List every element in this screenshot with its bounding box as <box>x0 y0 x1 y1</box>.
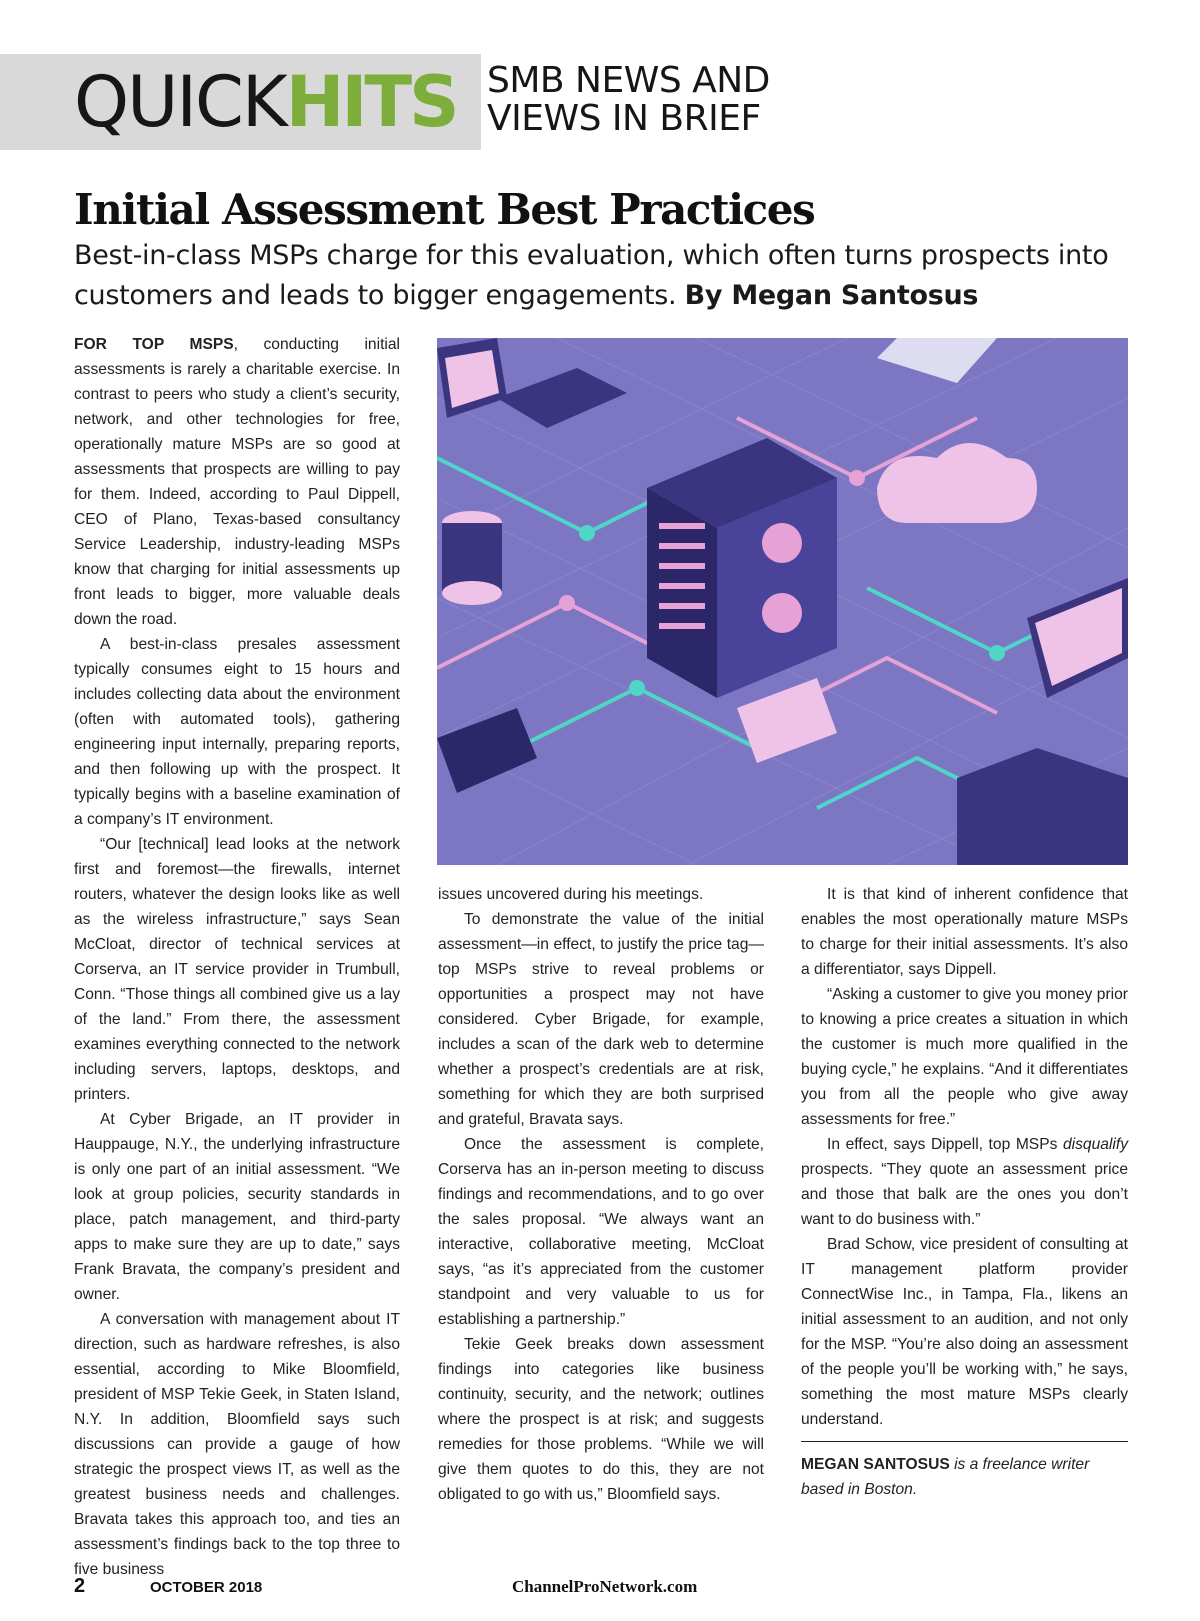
bio-divider <box>801 1441 1128 1442</box>
website-url: ChannelProNetwork.com <box>512 1577 698 1596</box>
article-paragraph: Once the assessment is complete, Corserva has an in-person meeting to discuss findings and recommendations, and to go over the sales proposal. “We always want an interactive, collaborative meeting, McCloat says, “as it’s appreciated from the customer standpoint and very valuable to us for establishing a partnership.” <box>438 1136 764 1328</box>
article-paragraph: In effect, says Dippell, top MSPs disqualify prospects. “They quote an assessment price and those that balk are the ones you don’t want to do business with.” <box>801 1136 1128 1228</box>
author-bio: MEGAN SANTOSUS is a freelance writer based in Boston. <box>801 1456 1090 1498</box>
section-brand-logo <box>74 62 457 142</box>
page-number: 2 <box>74 1575 86 1597</box>
deck-text: Best-in-class MSPs charge for this evaluation, which often turns prospects into customers and leads to bigger engagements. <box>74 240 1109 311</box>
bio-author-name: MEGAN SANTOSUS <box>801 1456 950 1473</box>
lead-in: FOR TOP MSPS <box>74 336 234 353</box>
emphasis-disqualify: disqualify <box>1062 1136 1128 1153</box>
article-paragraph: To demonstrate the value of the initial assessment—in effect, to justify the price tag—top MSPs strive to reveal problems or opportunities a prospect may not have considered. Cyber Brigade, for example, includes a scan of the dark web to determine whether a prospect’s credentials are at risk, something for which they are both surprised and grateful, Bravata says. <box>438 911 764 1128</box>
article-paragraph: Brad Schow, vice president of consulting at IT management platform provider ConnectWise Inc., in Tampa, Fla., likens an initial assessment to an audition, and not only for the MSP. “You’re also doing an assessment of the people you’ll be working with,” he says, something the most mature MSPs clearly understand. <box>801 1236 1128 1428</box>
section-tagline <box>487 62 770 138</box>
tagline-line-2: VIEWS IN BRIEF <box>487 98 761 139</box>
article-paragraph: A best-in-class presales assessment typically consumes eight to 15 hours and includes collecting data about the environment (often with automated tools), gathering engineering input internally, preparing reports, and then following up with the prospect. It typically begins with a baseline examination of a company’s IT environment. <box>74 636 400 828</box>
article-paragraph: It is that kind of inherent confidence that enables the most operationally mature MSPs to charge for their initial assessments. It’s also a differentiator, says Dippell. <box>801 886 1128 978</box>
article-column-1 <box>74 332 400 1582</box>
byline: By Megan Santosus <box>684 280 979 311</box>
article-deck <box>74 236 1134 316</box>
article-paragraph: Tekie Geek breaks down assessment findings into categories like business continuity, security, and the network; outlines where the prospect is at risk; and suggests remedies for those problems. “While we will give them quotes to do this, they are not obligated to go with us,” Bloomfield says. <box>438 1336 764 1503</box>
tagline-line-1: SMB NEWS AND <box>487 60 770 101</box>
article-paragraph: At Cyber Brigade, an IT provider in Hauppauge, N.Y., the underlying infrastructure is only one part of an initial assessment. “We look at group policies, security standards in place, patch management, and third-party apps to make sure they are up to date,” says Frank Bravata, the company’s president and owner. <box>74 1111 400 1303</box>
article-paragraph: issues uncovered during his meetings. <box>438 886 704 903</box>
isometric-network-art <box>437 338 1128 865</box>
article-paragraph: A conversation with management about IT direction, such as hardware refreshes, is also essential, according to Mike Bloomfield, president of MSP Tekie Geek, in Staten Island, N.Y. In addition, Bloomfield says such discussions can provide a gauge of how strategic the prospect views IT, as well as the greatest business needs and challenges. Bravata takes this approach too, and ties an assessment’s findings back to the top three to five business <box>74 1311 400 1578</box>
article-paragraph: FOR TOP MSPS, conducting initial assessments is rarely a charitable exercise. In contrast to peers who study a client’s security, network, and other technologies for free, operationally mature MSPs are so good at assessments that prospects are willing to pay for them. Indeed, according to Paul Dippell, CEO of Plano, Texas-based consultancy Service Leadership, industry-leading MSPs know that charging for initial assessments up front leads to bigger, more valuable deals down the road. <box>74 336 400 628</box>
article-column-2 <box>438 882 764 1507</box>
article-paragraph: “Asking a customer to give you money prior to knowing a price creates a situation in which the customer is much more qualified in the buying cycle,” he explains. “And it differentiates you from all the people who give away assessments for free.” <box>801 986 1128 1128</box>
brand-hits: HITS <box>285 61 457 143</box>
article-title: Initial Assessment Best Practices <box>74 185 815 234</box>
article-column-3 <box>801 882 1128 1502</box>
issue-date: OCTOBER 2018 <box>150 1579 263 1596</box>
brand-quick: QUICK <box>74 61 286 143</box>
article-paragraph: “Our [technical] lead looks at the network first and foremost—the firewalls, internet routers, whatever the design looks like as well as the wireless infrastructure,” says Sean McCloat, director of technical services at Corserva, an IT service provider in Trumbull, Conn. “Those things all combined give us a lay of the land.” From there, the assessment examines everything connected to the network including servers, laptops, desktops, and printers. <box>74 836 400 1103</box>
network-illustration <box>437 338 1128 865</box>
